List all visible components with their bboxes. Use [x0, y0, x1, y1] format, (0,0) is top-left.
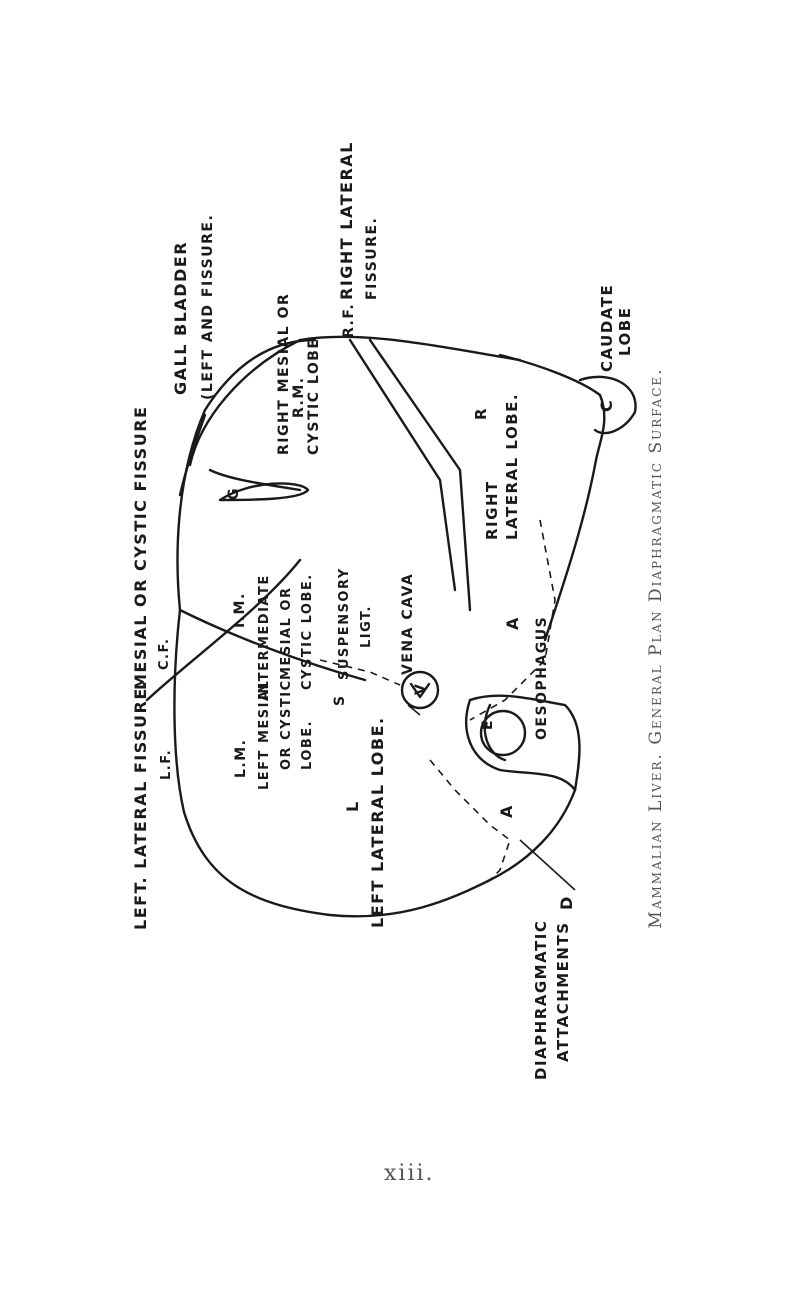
label-a-1: A [503, 616, 522, 630]
label-left-lateral-fissure: LEFT. LATERAL FISSURE. [131, 679, 150, 930]
label-im: I.M. [232, 592, 248, 628]
page-number: xiii. [384, 1161, 435, 1186]
label-g: G [226, 487, 242, 500]
label-cf: C.F. [157, 637, 172, 670]
label-right-2: LATERAL LOBE. [503, 392, 521, 540]
label-lm: L.M. [233, 738, 249, 778]
label-lobe-2: LOBE. [300, 719, 315, 770]
label-lobe: LOBE [616, 306, 634, 356]
label-rf: R.F. [341, 302, 357, 338]
diaphragmatic-attachment-line-2 [430, 760, 510, 880]
label-mesial-or: MESIAL OR [279, 586, 294, 680]
label-cystic-lobe: CYSTIC LOBE [306, 337, 322, 455]
label-suspensory: SUSPENSORY [337, 567, 352, 680]
label-rm: R.M. [291, 376, 307, 418]
label-gall-bladder: GALL BLADDER [171, 240, 190, 395]
label-lf: L.F. [159, 748, 174, 780]
figure-caption-text: Mammalian Liver. General Plan Diaphragmatic Surface. [646, 367, 666, 929]
label-oesophagus: OESOPHAGUS [534, 615, 550, 740]
label-l: L [343, 800, 362, 812]
label-mesial-cystic-fissure: MESIAL OR CYSTIC FISSURE [131, 405, 150, 690]
right-lateral-fissure-line [350, 340, 455, 590]
label-right-mesial: RIGHT MESIAL OR [276, 292, 292, 455]
label-fissure: FISSURE. [364, 216, 380, 300]
label-left-fissure: (LEFT AND FISSURE. [200, 213, 216, 400]
label-c: C [597, 398, 616, 412]
label-left-mesial: LEFT MESIAL [257, 679, 272, 790]
label-a-2: A [497, 804, 516, 818]
label-or-cystic: OR CYSTIC [279, 679, 294, 770]
label-diaphragmatic: DIAPHRAGMATIC [532, 919, 550, 1080]
label-left-lateral-lobe: LEFT LATERAL LOBE. [368, 716, 387, 928]
left-lateral-lobe-outline [174, 610, 490, 916]
label-intermediate: INTERMEDIATE [257, 574, 272, 700]
label-v: V [413, 682, 429, 695]
right-mesial-outline [190, 337, 520, 465]
label-attachments: ATTACHMENTS [554, 921, 572, 1062]
label-r: R [472, 406, 490, 420]
label-d: D [557, 895, 576, 910]
label-caudate: CAUDATE [598, 283, 616, 372]
label-ligt: LIGT. [359, 605, 374, 648]
label-right-lateral: RIGHT LATERAL [337, 141, 356, 300]
label-cystic-lobe-2: CYSTIC LOBE. [300, 573, 315, 690]
label-e: E [480, 718, 496, 730]
label-vena-cava: VENA CAVA [400, 572, 416, 675]
label-s: S [332, 694, 348, 706]
label-right-1: RIGHT [483, 480, 501, 540]
